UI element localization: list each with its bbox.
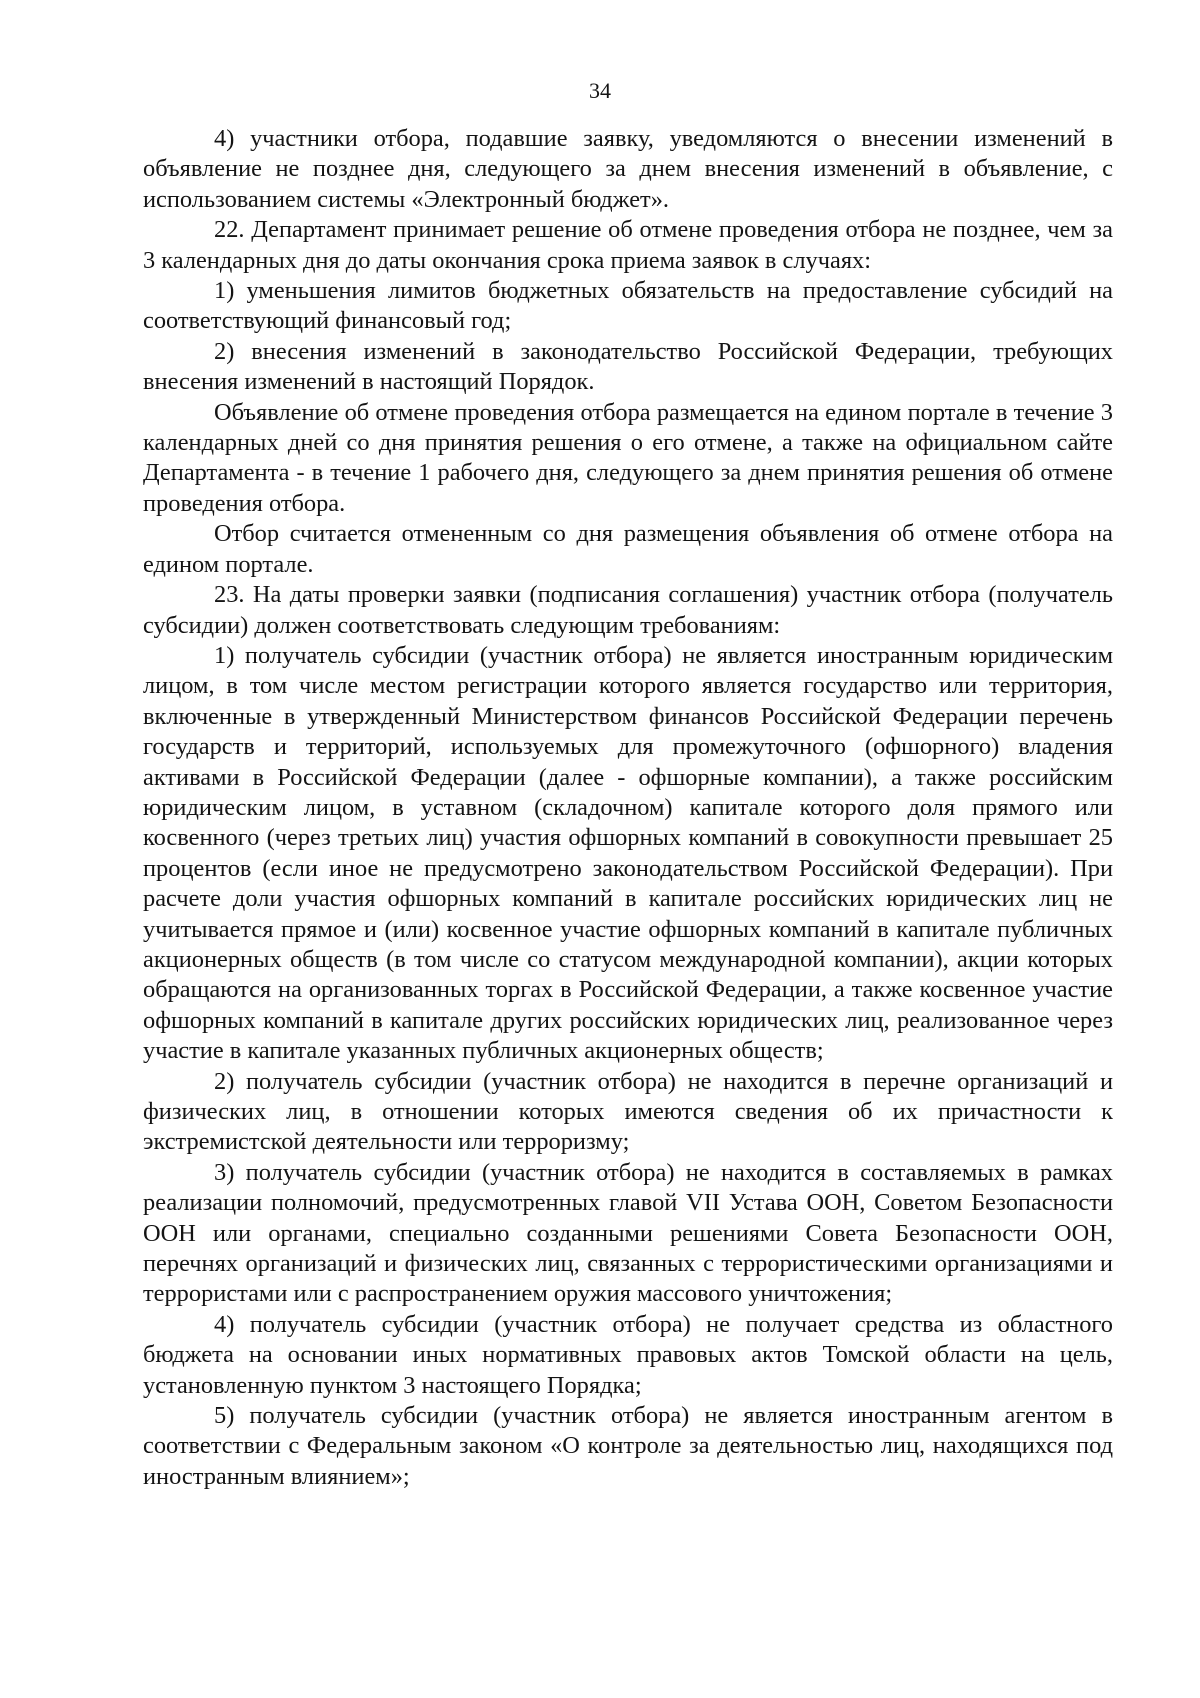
page-number: 34 bbox=[589, 78, 611, 103]
paragraph-4-notification: 4) участники отбора, подавшие заявку, уведомляются о внесении изменений в объявление не позднее дня, следующего за днем внесения изменений в объявление, с использованием системы «Электронный бюджет». bbox=[143, 125, 1113, 213]
paragraph-23-requirement-1: 1) получатель субсидии (участник отбора) не является иностранным юридическим лицом, в том числе местом регистрации которого является государство или территория, включенные в утвержденный Министерством финансов Российской Федерации перечень государств и территорий, используемых для промежуточного (офшорного) владения активами в Российской Федерации (далее - офшорные компании), а также российским юридическим лицом, в уставном (складочном) капитале которого доля прямого или косвенного (через третьих лиц) участия офшорных компаний в совокупности превышает 25 процентов (если иное не предусмотрено законодательством Российской Федерации). При расчете доли участия офшорных компаний в капитале российских юридических лиц не учитывается прямое и (или) косвенное участие офшорных компаний в капитале публичных акционерных обществ (в том числе со статусом международной компании), акции которых обращаются на организованных торгах в Российской Федерации, а также косвенное участие офшорных компаний в капитале других российских юридических лиц, реализованное через участие в капитале указанных публичных акционерных обществ; bbox=[143, 641, 1113, 1065]
paragraph-22-cancellation: 22. Департамент принимает решение об отмене проведения отбора не позднее, чем за 3 календарных дня до даты окончания срока приема заявок в случаях: bbox=[143, 216, 1113, 274]
paragraph-cancellation-announcement: Объявление об отмене проведения отбора размещается на едином портале в течение 3 календарных дней со дня принятия решения о его отмене, а также на официальном сайте Департамента - в течение 1 рабочего дня, следующего за днем принятия решения об отмене проведения отбора. bbox=[143, 398, 1113, 517]
paragraph-22-case-1: 1) уменьшения лимитов бюджетных обязательств на предоставление субсидий на соответствующий финансовый год; bbox=[143, 277, 1113, 335]
paragraph-23-requirements: 23. На даты проверки заявки (подписания соглашения) участник отбора (получатель субсидии) должен соответствовать следующим требованиям: bbox=[143, 581, 1113, 639]
paragraph-cancellation-effective: Отбор считается отмененным со дня размещения объявления об отмене отбора на едином портале. bbox=[143, 520, 1113, 578]
document-body bbox=[143, 124, 1113, 1492]
paragraph-23-requirement-3: 3) получатель субсидии (участник отбора) не находится в составляемых в рамках реализации полномочий, предусмотренных главой VII Устава ООН, Советом Безопасности ООН или органами, специально созданными решениями Совета Безопасности ООН, перечнях организаций и физических лиц, связанных с террористическими организациями и террористами или с распространением оружия массового уничтожения; bbox=[143, 1158, 1113, 1308]
paragraph-23-requirement-4: 4) получатель субсидии (участник отбора) не получает средства из областного бюджета на основании иных нормативных правовых актов Томской области на цель, установленную пунктом 3 настоящего Порядка; bbox=[143, 1310, 1113, 1399]
paragraph-23-requirement-2: 2) получатель субсидии (участник отбора) не находится в перечне организаций и физических лиц, в отношении которых имеются сведения об их причастности к экстремистской деятельности или терроризму; bbox=[143, 1067, 1113, 1156]
paragraph-23-requirement-5: 5) получатель субсидии (участник отбора) не является иностранным агентом в соответствии с Федеральным законом «О контроле за деятельностью лиц, находящихся под иностранным влиянием»; bbox=[143, 1402, 1113, 1490]
paragraph-22-case-2: 2) внесения изменений в законодательство Российской Федерации, требующих внесения изменений в настоящий Порядок. bbox=[143, 337, 1113, 396]
